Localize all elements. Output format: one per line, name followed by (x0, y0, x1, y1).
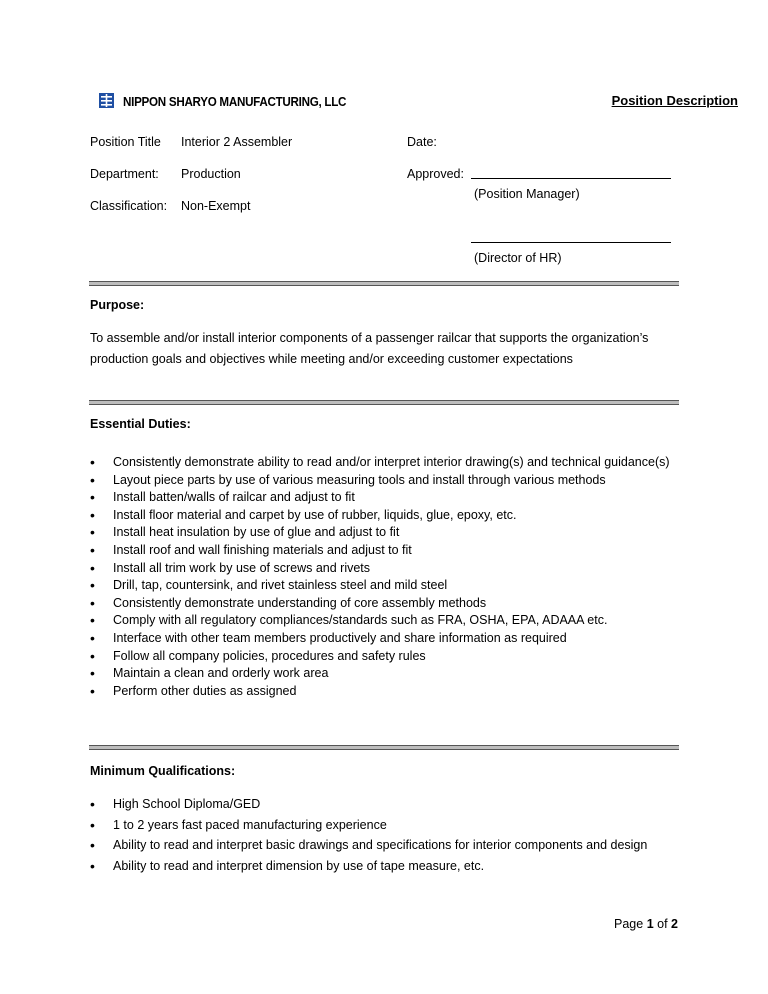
list-item: • Interface with other team members productively and share information as required (90, 630, 690, 648)
qualifications-list (90, 794, 690, 877)
director-hr-caption: (Director of HR) (474, 251, 562, 265)
list-item: • Install heat insulation by use of glue and adjust to fit (90, 524, 690, 542)
section-divider (89, 745, 679, 750)
list-item: • Consistently demonstrate understanding of core assembly methods (90, 595, 690, 613)
purpose-heading: Purpose: (90, 298, 145, 312)
position-title-label: Position Title (90, 135, 161, 149)
company-logo-icon (99, 93, 114, 108)
list-item: • Layout piece parts by use of various measuring tools and install through various methods (90, 472, 690, 490)
company-name: NIPPON SHARYO MANUFACTURING, LLC (123, 95, 347, 109)
approved-label: Approved: (407, 167, 464, 181)
page-word: Page (614, 917, 644, 931)
list-item: • Consistently demonstrate ability to read and/or interpret interior drawing(s) and technical guidance(s) (90, 454, 690, 472)
list-item: • Maintain a clean and orderly work area (90, 665, 690, 683)
position-manager-signature-line (471, 178, 671, 179)
list-item: • Ability to read and interpret dimension by use of tape measure, etc. (90, 856, 690, 877)
classification-label: Classification: (90, 199, 168, 213)
page-number (614, 917, 678, 931)
current-page: 1 (646, 917, 654, 931)
essential-duties-list (90, 454, 690, 700)
list-item: • 1 to 2 years fast paced manufacturing experience (90, 815, 690, 836)
list-item: • Install all trim work by use of screws and rivets (90, 560, 690, 578)
purpose-line: To assemble and/or install interior components of a passenger railcar that supports the organization’s (90, 331, 649, 345)
list-item: • Ability to read and interpret basic drawings and specifications for interior components and design (90, 835, 690, 856)
department-value: Production (181, 167, 241, 181)
list-item: • Follow all company policies, procedures and safety rules (90, 648, 690, 666)
list-item: • Install floor material and carpet by use of rubber, liquids, glue, epoxy, etc. (90, 507, 690, 525)
list-item: • High School Diploma/GED (90, 794, 690, 815)
total-pages: 2 (671, 917, 678, 931)
minimum-qualifications-heading: Minimum Qualifications: (90, 764, 236, 778)
list-item: • Install roof and wall finishing materials and adjust to fit (90, 542, 690, 560)
position-title-value: Interior 2 Assembler (181, 135, 293, 149)
list-item: • Perform other duties as assigned (90, 683, 690, 701)
director-hr-signature-line (471, 242, 671, 243)
essential-duties-heading: Essential Duties: (90, 417, 191, 431)
department-label: Department: (90, 167, 159, 181)
position-manager-caption: (Position Manager) (474, 187, 580, 201)
list-item: • Drill, tap, countersink, and rivet stainless steel and mild steel (90, 577, 690, 595)
classification-value: Non-Exempt (181, 199, 251, 213)
purpose-line: production goals and objectives while meeting and/or exceeding customer expectations (90, 352, 573, 366)
list-item: • Install batten/walls of railcar and adjust to fit (90, 489, 690, 507)
document-type-heading: Position Description (611, 93, 738, 108)
of-word: of (657, 917, 668, 931)
purpose-text (90, 328, 690, 370)
section-divider (89, 400, 679, 405)
date-label: Date: (407, 135, 437, 149)
section-divider (89, 281, 679, 286)
list-item: • Comply with all regulatory compliances/standards such as FRA, OSHA, EPA, ADAAA etc. (90, 612, 690, 630)
